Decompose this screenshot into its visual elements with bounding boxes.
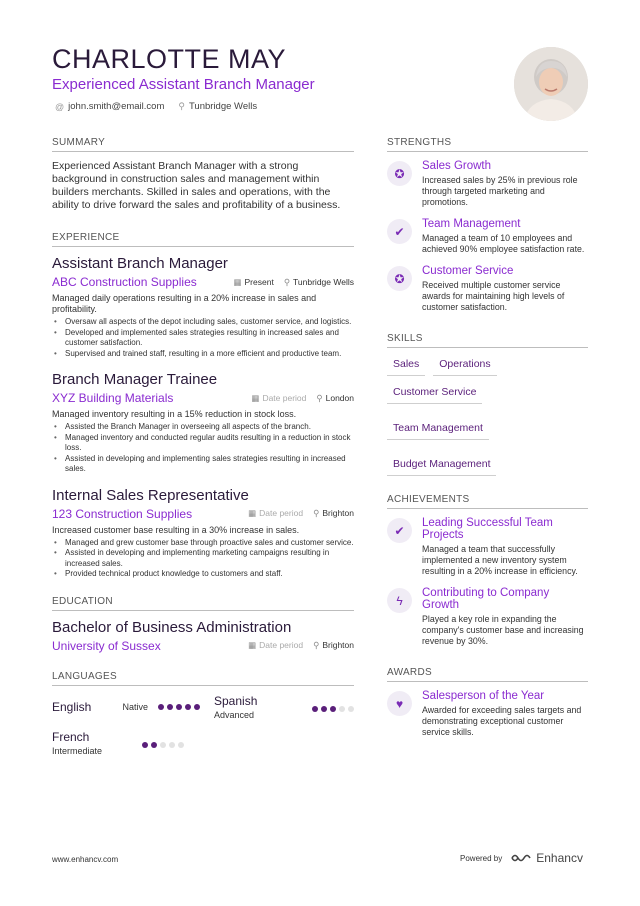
language-rating	[158, 704, 200, 710]
skill-tag: Operations	[433, 356, 496, 376]
rating-dot	[158, 704, 164, 710]
rating-dot	[330, 706, 336, 712]
company-name: XYZ Building Materials	[52, 391, 174, 405]
language-item	[214, 694, 354, 720]
strength-item	[387, 218, 588, 255]
language-item	[52, 694, 214, 720]
job-entry	[52, 255, 354, 359]
rating-dot	[178, 742, 184, 748]
languages-list	[52, 694, 354, 756]
job-period: ▦ Date period	[251, 392, 307, 403]
bullet-item: • Provided technical product knowledge to customers and staff.	[52, 569, 354, 580]
education-heading: EDUCATION	[52, 596, 354, 611]
location-pin-icon: ⚲	[283, 276, 291, 287]
language-name: Spanish	[214, 693, 258, 708]
location-pin-icon: ⚲	[313, 508, 320, 518]
bullet-item: • Managed inventory and conducted regular audits resulting in a reduction in stock loss.	[52, 433, 354, 454]
bullet-item: • Assisted in developing and implementing sales strategies resulting in increased sales.	[52, 454, 354, 475]
bullet-item: • Supervised and trained staff, resulting in a more efficient and productive team.	[52, 349, 354, 360]
skill-tag: Sales	[387, 356, 425, 376]
award-desc: Awarded for exceeding sales targets and demonstrating exceptional customer service skills.	[422, 705, 582, 737]
job-description: Increased customer base resulting in a 30% increase in sales.	[52, 524, 300, 535]
rating-dot	[151, 742, 157, 748]
job-period: ▦ Present	[233, 276, 274, 287]
location-pin-icon: ⚲	[313, 640, 320, 650]
job-location: ⚲ London	[316, 392, 354, 403]
job-description: Managed inventory resulting in a 15% reduction in stock loss.	[52, 409, 297, 419]
bullet-item: • Oversaw all aspects of the depot including sales, customer service, and logistics.	[52, 317, 354, 328]
strengths-heading: STRENGTHS	[387, 137, 588, 152]
experience-heading: EXPERIENCE	[52, 232, 354, 247]
job-bullets	[52, 538, 354, 580]
languages-heading: LANGUAGES	[52, 671, 354, 686]
candidate-subtitle: Experienced Assistant Branch Manager	[52, 76, 315, 93]
job-entry	[52, 487, 354, 580]
right-column	[387, 137, 588, 748]
left-column	[52, 137, 354, 756]
language-name: English	[52, 699, 92, 714]
calendar-icon: ▦	[251, 392, 260, 403]
rating-dot	[169, 742, 175, 748]
achievement-title: Leading Successful Team Projects	[422, 517, 553, 541]
school-name: University of Sussex	[52, 638, 161, 653]
rating-dot	[142, 742, 148, 748]
footer-branding	[460, 851, 583, 865]
rating-dot	[185, 704, 191, 710]
rating-dot	[339, 706, 345, 712]
skills-list	[387, 356, 588, 476]
job-title: Branch Manager Trainee	[52, 371, 218, 388]
location-item	[178, 101, 257, 112]
strength-title: Sales Growth	[422, 160, 492, 172]
awards-heading: AWARDS	[387, 667, 588, 682]
job-location: ⚲ Tunbridge Wells	[283, 276, 354, 287]
rating-dot	[167, 704, 173, 710]
strength-item	[387, 265, 588, 313]
achievement-desc: Managed a team that successfully implemented a new inventory system resulting in a 20% increase in efficiency.	[422, 544, 578, 576]
strength-desc: Received multiple customer service awards for maintaining high levels of customer satisfaction.	[422, 280, 565, 312]
job-period: ▦ Date period	[248, 508, 304, 518]
lightning-icon: ϟ	[387, 588, 412, 613]
language-item	[52, 730, 214, 756]
summary-heading: SUMMARY	[52, 137, 354, 152]
language-level: Advanced	[214, 709, 255, 720]
location-pin-icon: ⚲	[316, 392, 323, 403]
rating-dot	[194, 704, 200, 710]
language-name: French	[52, 729, 90, 744]
job-entry	[52, 371, 354, 475]
achievement-item	[387, 517, 588, 577]
strength-title: Customer Service	[422, 265, 514, 277]
skill-tag: Customer Service	[387, 384, 482, 404]
rating-dot	[348, 706, 354, 712]
bullet-item: • Assisted the Branch Manager in overseeing all aspects of the branch.	[52, 422, 354, 433]
award-item	[387, 690, 588, 738]
bullet-item: • Developed and implemented sales strategies resulting in increased sales and customer satisfaction.	[52, 328, 354, 349]
job-location: ⚲ Brighton	[313, 508, 354, 518]
bullet-item: • Managed and grew customer base through proactive sales and customer service.	[52, 538, 354, 549]
enhancv-logo-icon	[510, 852, 532, 864]
location-pin-icon: ⚲	[178, 101, 185, 111]
medal-icon: ✪	[387, 161, 412, 186]
calendar-icon: ▦	[233, 276, 242, 287]
language-rating	[312, 698, 354, 720]
email-text: john.smith@email.com	[68, 101, 165, 112]
skill-tag: Team Management	[387, 420, 489, 440]
check-icon: ✔	[387, 518, 412, 543]
calendar-icon: ▦	[248, 640, 257, 650]
language-rating	[142, 734, 184, 756]
rating-dot	[176, 704, 182, 710]
achievements-heading: ACHIEVEMENTS	[387, 494, 588, 509]
medal-icon: ✪	[387, 266, 412, 291]
education-period: ▦ Date period	[248, 640, 304, 650]
job-title: Assistant Branch Manager	[52, 255, 228, 272]
skill-tag: Budget Management	[387, 456, 496, 476]
language-level: Intermediate	[52, 745, 103, 756]
calendar-icon: ▦	[248, 508, 257, 518]
location-text: Tunbridge Wells	[188, 101, 258, 112]
bullet-item: • Assisted in developing and implementing marketing campaigns resulting in increased sales.	[52, 548, 354, 569]
brand-name: Enhancv	[536, 851, 583, 865]
company-name: ABC Construction Supplies	[52, 275, 197, 289]
strength-desc: Managed a team of 10 employees and achieved 90% employee satisfaction rate.	[422, 233, 585, 254]
strength-desc: Increased sales by 25% in previous role through targeted marketing and promotions.	[422, 175, 578, 207]
education-location: ⚲ Brighton	[313, 640, 354, 650]
job-title: Internal Sales Representative	[52, 486, 249, 504]
skills-heading: SKILLS	[387, 333, 588, 348]
company-name: 123 Construction Supplies	[52, 506, 193, 521]
job-description: Managed daily operations resulting in a 20% increase in sales and profitability.	[52, 293, 317, 314]
at-icon: @	[55, 101, 65, 112]
profile-photo	[514, 47, 588, 121]
heart-icon: ♥	[387, 691, 412, 716]
strength-title: Team Management	[422, 218, 521, 230]
achievement-item	[387, 587, 588, 647]
language-level: Native	[122, 701, 148, 712]
contact-info	[55, 101, 257, 112]
achievement-desc: Played a key role in expanding the company's customer base and increasing revenue by 30%.	[422, 614, 584, 646]
rating-dot	[312, 706, 318, 712]
email-item[interactable]	[55, 101, 164, 112]
award-title: Salesperson of the Year	[422, 690, 545, 702]
strength-item	[387, 160, 588, 208]
candidate-name: CHARLOTTE MAY	[52, 44, 287, 74]
job-bullets	[52, 422, 354, 475]
check-icon: ✔	[387, 219, 412, 244]
rating-dot	[321, 706, 327, 712]
summary-text: Experienced Assistant Branch Manager with a strong background in construction sales and management within builders merchants. Skilled in sales and operations, with the ability to drive forward the sales and profitability of a business.	[52, 160, 341, 211]
powered-by-text: Powered by	[460, 853, 503, 863]
rating-dot	[160, 742, 166, 748]
footer-website[interactable]: www.enhancv.com	[52, 855, 119, 864]
job-bullets	[52, 317, 354, 359]
achievement-title: Contributing to Company Growth	[422, 587, 550, 611]
degree-title: Bachelor of Business Administration	[52, 618, 292, 636]
brand-logo[interactable]	[510, 851, 583, 865]
